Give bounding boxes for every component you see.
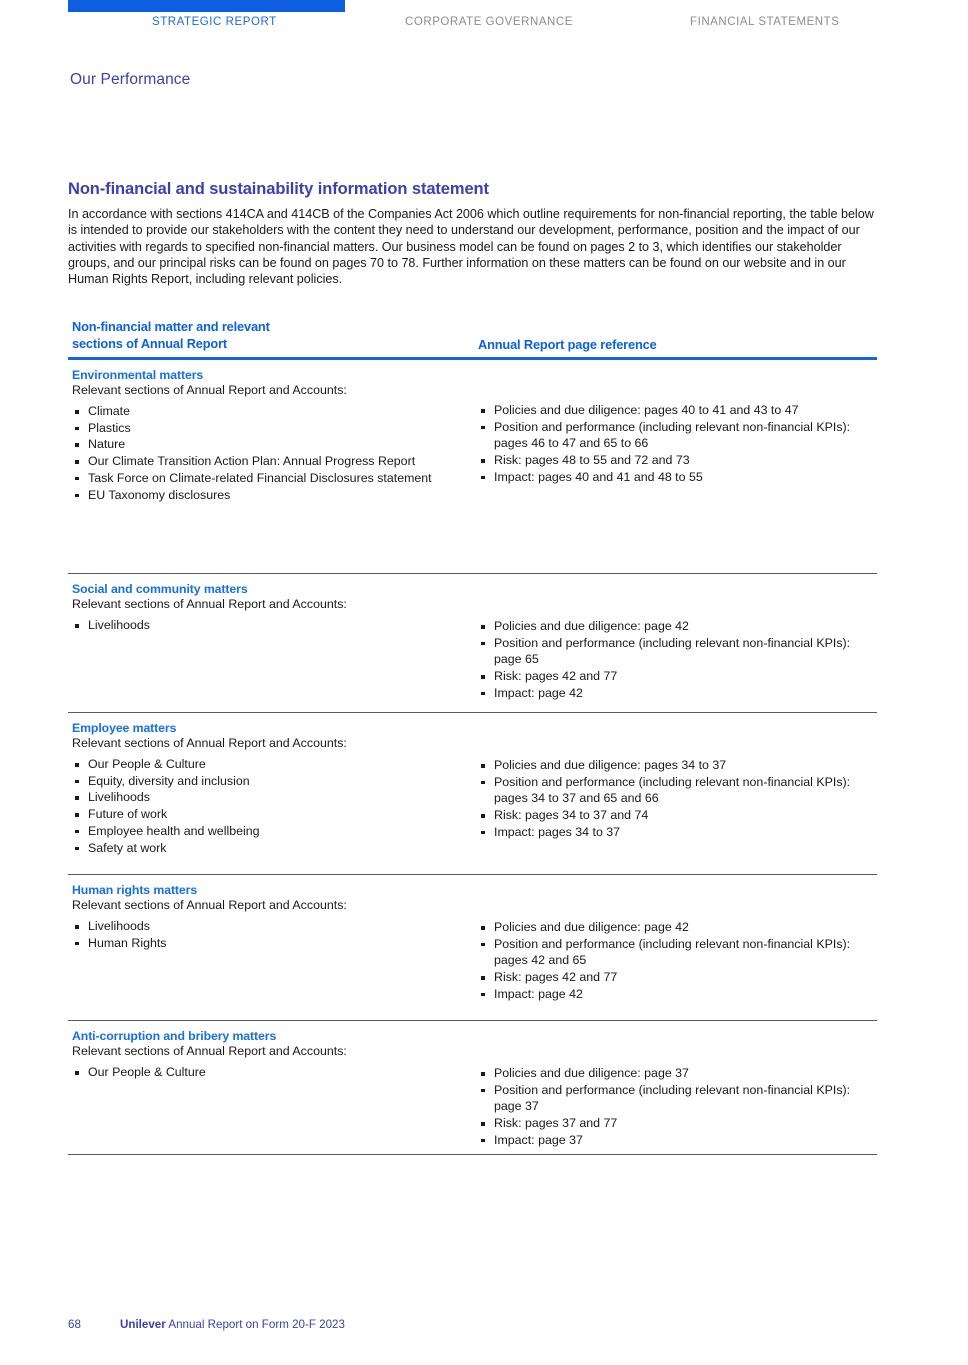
- matter-list: [72, 756, 477, 856]
- table-row: [68, 713, 877, 874]
- row-subheading: Relevant sections of Annual Report and Accounts:: [72, 898, 347, 912]
- column-header-matter-line2: sections of Annual Report: [72, 336, 228, 351]
- list-item: Livelihoods: [72, 789, 477, 806]
- column-header-page-reference: Annual Report page reference: [478, 337, 657, 352]
- list-item: Impact: page 42: [478, 685, 878, 702]
- cell-page-reference: [478, 919, 878, 1003]
- matter-list: [72, 1064, 477, 1081]
- cell-page-reference: [478, 1065, 878, 1149]
- matter-list: [72, 918, 477, 951]
- list-item: Nature: [72, 436, 477, 453]
- list-item: Human Rights: [72, 935, 477, 952]
- cell-matter: [72, 721, 477, 856]
- list-item: Our People & Culture: [72, 756, 477, 773]
- page-reference-list: [478, 1065, 878, 1149]
- row-subheading: Relevant sections of Annual Report and Accounts:: [72, 383, 347, 397]
- list-item: Future of work: [72, 806, 477, 823]
- cell-page-reference: [478, 402, 878, 486]
- list-item: Our Climate Transition Action Plan: Annual Progress Report: [72, 453, 477, 470]
- intro-block: [68, 180, 880, 287]
- cell-page-reference: [478, 618, 878, 702]
- list-item: Impact: pages 40 and 41 and 48 to 55: [478, 469, 878, 486]
- section-kicker: Our Performance: [70, 71, 191, 88]
- active-tab-indicator: [68, 0, 345, 12]
- intro-paragraph: In accordance with sections 414CA and 414CB of the Companies Act 2006 which outline requirements for non-financial reporting, the table below is intended to provide our stakeholders with the content they need to understand our development, performance, position and the impact of our activities with regards to specified non-financial matters. Our business model can be found on pages 2 to 3, which identifies our stakeholder groups, and our principal risks can be found on pages 70 to 78. Further information on these matters can be found on our website and in our Human Rights Report, including relevant policies.: [68, 207, 874, 287]
- list-item: Position and performance (including relevant non-financial KPIs): page 65: [478, 635, 878, 668]
- list-item: Policies and due diligence: page 42: [478, 919, 878, 936]
- list-item: Risk: pages 42 and 77: [478, 969, 878, 986]
- list-item: Equity, diversity and inclusion: [72, 773, 477, 790]
- row-title: Anti-corruption and bribery matters: [72, 1029, 277, 1043]
- list-item: Risk: pages 42 and 77: [478, 668, 878, 685]
- list-item: Impact: pages 34 to 37: [478, 824, 878, 841]
- nav-tab-corporate-governance[interactable]: CORPORATE GOVERNANCE: [405, 16, 573, 28]
- table-row: [68, 875, 877, 1020]
- nav-tab-financial-statements[interactable]: FINANCIAL STATEMENTS: [690, 16, 840, 28]
- cell-matter: [72, 368, 477, 503]
- list-item: Climate: [72, 403, 477, 420]
- row-title: Human rights matters: [72, 883, 198, 897]
- list-item: Position and performance (including relevant non-financial KPIs): pages 34 to 37 and 65 and 66: [478, 774, 878, 807]
- list-item: Policies and due diligence: page 42: [478, 618, 878, 635]
- list-item: Safety at work: [72, 840, 477, 857]
- row-title: Employee matters: [72, 721, 177, 735]
- page-reference-list: [478, 618, 878, 702]
- table-row: [68, 574, 877, 712]
- table-header: [68, 318, 877, 357]
- list-item: Plastics: [72, 420, 477, 437]
- nav-tab-strategic-report[interactable]: STRATEGIC REPORT: [152, 16, 277, 28]
- section-navigation: [0, 0, 968, 40]
- row-subheading: Relevant sections of Annual Report and Accounts:: [72, 736, 347, 750]
- list-item: Policies and due diligence: pages 34 to 37: [478, 757, 878, 774]
- page-footer: [68, 1318, 345, 1331]
- row-title: Environmental matters: [72, 368, 204, 382]
- cell-matter: [72, 1029, 477, 1081]
- list-item: Policies and due diligence: pages 40 to 41 and 43 to 47: [478, 402, 878, 419]
- list-item: Impact: page 42: [478, 986, 878, 1003]
- footer-publication: Annual Report on Form 20-F 2023: [165, 1318, 345, 1331]
- list-item: Our People & Culture: [72, 1064, 477, 1081]
- page-reference-list: [478, 919, 878, 1003]
- list-item: Position and performance (including relevant non-financial KPIs): pages 46 to 47 and 65 to 66: [478, 419, 878, 452]
- footer-page-number: 68: [68, 1318, 81, 1331]
- list-item: Risk: pages 34 to 37 and 74: [478, 807, 878, 824]
- table-row: [68, 1021, 877, 1154]
- column-header-matter: [72, 318, 270, 352]
- list-item: EU Taxonomy disclosures: [72, 487, 477, 504]
- page-title: Non-financial and sustainability information statement: [68, 180, 489, 198]
- row-divider: [68, 1154, 877, 1155]
- list-item: Position and performance (including relevant non-financial KPIs): pages 42 and 65: [478, 936, 878, 969]
- matter-list: [72, 403, 477, 503]
- page-reference-list: [478, 757, 878, 841]
- list-item: Position and performance (including relevant non-financial KPIs): page 37: [478, 1082, 878, 1115]
- row-subheading: Relevant sections of Annual Report and Accounts:: [72, 597, 347, 611]
- cell-matter: [72, 582, 477, 634]
- table-row: [68, 360, 877, 573]
- list-item: Policies and due diligence: page 37: [478, 1065, 878, 1082]
- row-subheading: Relevant sections of Annual Report and Accounts:: [72, 1044, 347, 1058]
- list-item: Impact: page 37: [478, 1132, 878, 1149]
- cell-matter: [72, 883, 477, 951]
- row-title: Social and community matters: [72, 582, 248, 596]
- table-body: [68, 360, 877, 1155]
- column-header-matter-line1: Non-financial matter and relevant: [72, 319, 270, 334]
- list-item: Task Force on Climate-related Financial Disclosures statement: [72, 470, 477, 487]
- list-item: Risk: pages 37 and 77: [478, 1115, 878, 1132]
- list-item: Livelihoods: [72, 918, 477, 935]
- list-item: Livelihoods: [72, 617, 477, 634]
- cell-page-reference: [478, 757, 878, 841]
- matter-list: [72, 617, 477, 634]
- list-item: Employee health and wellbeing: [72, 823, 477, 840]
- footer-brand: Unilever: [120, 1318, 166, 1331]
- page-reference-list: [478, 402, 878, 486]
- list-item: Risk: pages 48 to 55 and 72 and 73: [478, 452, 878, 469]
- non-financial-matters-table: [68, 318, 877, 1155]
